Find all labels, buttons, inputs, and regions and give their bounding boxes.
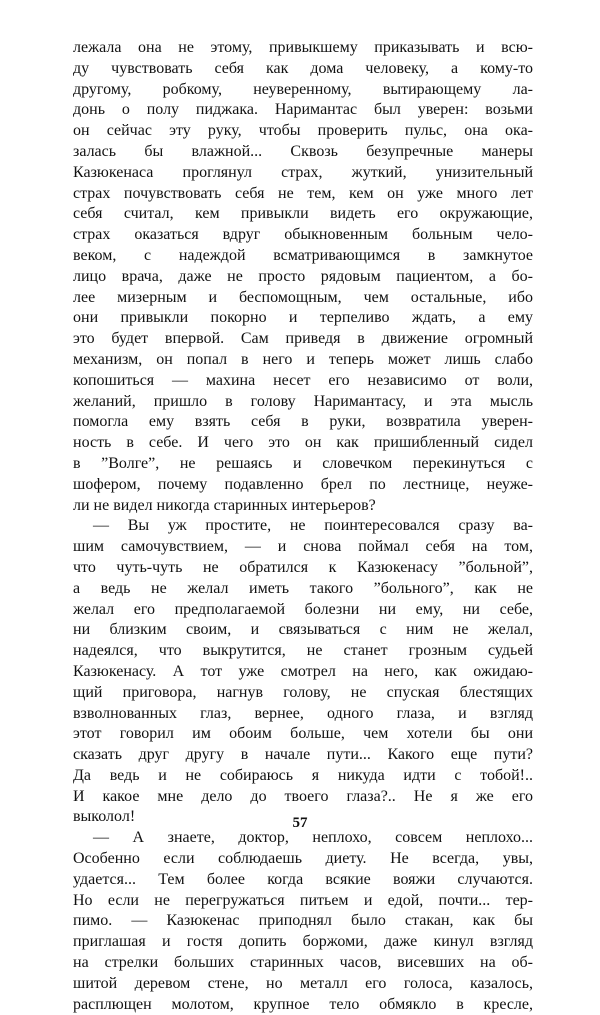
text-line: шитой деревом стене, но металл его голоса, казалось,: [73, 974, 533, 992]
text-line: механизм, он попал в него и теперь может лишь слабо: [73, 350, 533, 368]
text-line: удается... Тем более когда всякие вояжи случаются.: [73, 870, 533, 888]
text-line: шим самочувствием, — и снова поймал себя на том,: [73, 538, 533, 556]
text-line: этот говорил им обоим больше, чем хотели бы они: [73, 725, 533, 743]
text-line: надеялся, что выкрутится, не станет грозным судьей: [73, 642, 533, 660]
text-line: — А знаете, доктор, неплохо, совсем неплохо...: [93, 829, 533, 847]
text-line: Казюкенасу. А тот уже смотрел на него, как ожидаю-: [73, 662, 533, 680]
text-line: И какое мне дело до твоего глаза?.. Не я же его: [73, 787, 533, 805]
text-line: веком, с надеждой всматривающимся в замкнутое: [73, 246, 533, 264]
text-line: шофером, почему подавленно брел по лестнице, неуже-: [73, 475, 533, 493]
text-line: щий приговора, нагнув голову, не спуская блестящих: [73, 683, 533, 701]
text-line: желал его предполагаемой болезни ни ему, ни себе,: [73, 600, 533, 618]
text-line: себя считал, кем привыкли видеть его окружающие,: [73, 205, 533, 223]
text-line: лицо врача, даже не просто рядовым пациентом, а бо-: [73, 267, 533, 285]
text-line: ность в себе. И чего это он как пришибленный сидел: [73, 434, 533, 452]
text-line: другому, робкому, неуверенному, вытирающему ла-: [73, 80, 533, 98]
text-line: на стрелки больших старинных часов, висевших на об-: [73, 954, 533, 972]
text-line: помогла ему взять себя в руки, возвратила уверен-: [73, 413, 533, 431]
text-line: приглашая и гостя допить боржоми, даже кинул взгляд: [73, 933, 533, 951]
text-line: донь о полу пиджака. Наримантас был уверен: возьми: [73, 101, 533, 119]
text-line: лежала она не этому, привыкшему приказывать и всю-: [73, 39, 533, 56]
page-number: 57: [292, 815, 308, 831]
text-line: а ведь не желал иметь такого ”больного”, как не: [73, 579, 533, 597]
text-line: что чуть-чуть не обратился к Казюкенасу ”больной”,: [73, 558, 533, 576]
text-line: выколол!: [73, 808, 136, 826]
text-line: ду чувствовать себя как дома человеку, а кому-то: [73, 59, 533, 77]
text-line: расплющен молотом, крупное тело обмякло в кресле,: [73, 995, 533, 1013]
text-line: страх оказаться вдруг обыкновенным больным чело-: [73, 226, 533, 244]
text-line: залась бы влажной... Сквозь безупречные манеры: [73, 142, 533, 160]
text-line: желаний, пришло в голову Наримантасу, и эта мысль: [73, 392, 533, 410]
text-line: Но если не перегружаться питьем и едой, почти... тер-: [73, 891, 533, 909]
text-line: Да ведь и не собираюсь я никуда идти с тобой!..: [73, 766, 533, 784]
text-line: ни близким своим, и связываться с ним не желал,: [73, 621, 533, 639]
text-line: — Вы уж простите, не поинтересовался сразу ва-: [93, 517, 533, 535]
text-line: взволнованных глаз, вернее, одного глаза, и взгляд: [73, 704, 533, 722]
text-line: это будет впервой. Сам приведя в движение огромный: [73, 330, 533, 348]
text-line: он сейчас эту руку, чтобы проверить пульс, она ока-: [73, 122, 533, 140]
text-line: сказать друг другу в начале пути... Какого еще пути?: [73, 746, 533, 764]
text-line: Казюкенаса проглянул страх, жуткий, унизительный: [73, 163, 533, 181]
text-line: копошиться — махина несет его независимо от воли,: [73, 371, 533, 389]
text-line: пимо. — Казюкенас приподнял было стакан, как бы: [73, 912, 533, 930]
text-line: лее мизерным и беспомощным, чем остальные, ибо: [73, 288, 533, 306]
text-line: они привыкли покорно и терпеливо ждать, а ему: [73, 309, 533, 327]
book-page-body: [73, 38, 533, 1015]
text-line: страх почувствовать себя не тем, кем он уже много лет: [73, 184, 533, 202]
text-line: в ”Волге”, не решаясь и словечком перекинуться с: [73, 454, 533, 472]
text-line: Особенно если соблюдаешь диету. Не всегда, увы,: [73, 850, 533, 868]
text-line: ли не видел никогда старинных интерьеров?: [73, 496, 376, 514]
